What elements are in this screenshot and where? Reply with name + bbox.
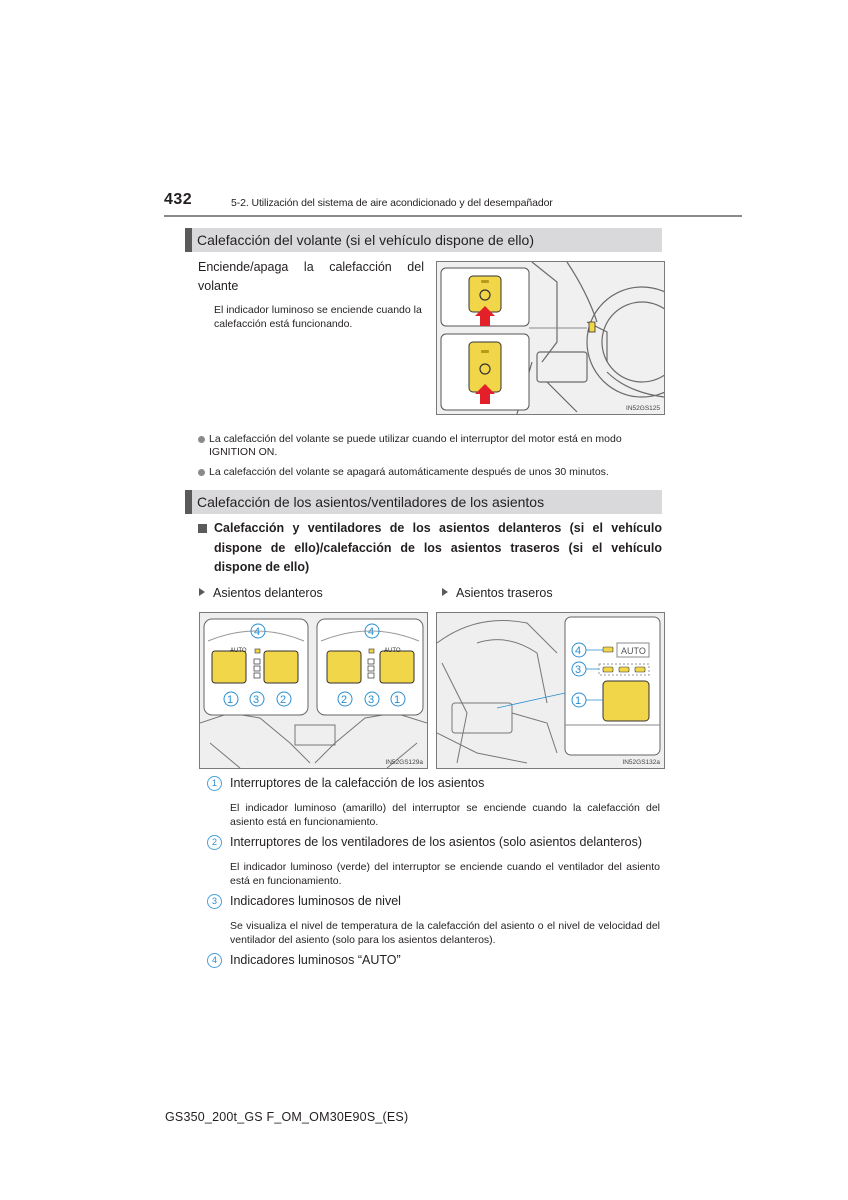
bullet-dot	[198, 436, 205, 443]
bullet-item	[198, 433, 663, 459]
header-rule	[164, 215, 742, 217]
legend-number: 2	[207, 835, 222, 850]
legend-title: Interruptores de los ventiladores de los asientos (solo asientos delanteros)	[230, 835, 643, 849]
legend-number: 1	[207, 776, 222, 791]
front-seats-label	[199, 586, 323, 600]
section-heading-text: Calefacción de los asientos/ventiladores de los asientos	[197, 494, 545, 510]
arrow-icon	[442, 588, 448, 596]
steering-heater-figure	[436, 261, 665, 415]
section-heading-text: Calefacción del volante (si el vehículo dispone de ello)	[197, 232, 534, 248]
callout-3: 3	[368, 694, 375, 706]
auto-label: AUTO	[621, 646, 646, 656]
legend-item	[207, 953, 401, 968]
auto-label: AUTO	[230, 648, 247, 654]
subsection-heading	[198, 519, 662, 578]
legend-number: 4	[207, 953, 222, 968]
rear-seats-label	[442, 586, 553, 600]
steering-description: Enciende/apaga la calefacción del volante	[198, 260, 424, 293]
bullet-text: La calefacción del volante se apagará automáticamente después de unos 30 minutos.	[209, 466, 609, 478]
legend-description: El indicador luminoso (amarillo) del interruptor se enciende cuando la calefacción del asiento está en funcionamiento.	[230, 802, 660, 828]
callout-2: 2	[341, 694, 348, 706]
auto-label: AUTO	[384, 648, 401, 654]
front-seats-text: Asientos delanteros	[213, 586, 323, 600]
legend-item	[207, 776, 484, 791]
figure-code: IN52GS132a	[622, 759, 660, 766]
section-heading-bar	[185, 490, 192, 514]
callout-4: 4	[368, 626, 375, 638]
bullet-dot	[198, 469, 205, 476]
section-heading-bar	[185, 228, 192, 252]
callout-2: 2	[280, 694, 287, 706]
rear-seats-text: Asientos traseros	[456, 586, 553, 600]
front-seats-illustration	[200, 613, 427, 768]
footer-code: GS350_200t_GS F_OM_OM30E90S_(ES)	[165, 1110, 409, 1124]
legend-title: Indicadores luminosos “AUTO”	[230, 953, 401, 967]
bullet-text: La calefacción del volante se puede utilizar cuando el interruptor del motor está en modo IGNITION ON.	[209, 433, 622, 458]
callout-4: 4	[575, 645, 582, 657]
legend-title: Indicadores luminosos de nivel	[230, 894, 401, 908]
legend-number: 3	[207, 894, 222, 909]
callout-3: 3	[575, 664, 582, 676]
legend-title: Interruptores de la calefacción de los asientos	[230, 776, 485, 790]
rear-seats-illustration	[437, 613, 664, 768]
rear-seats-figure	[436, 612, 665, 769]
section-heading-steering	[185, 228, 662, 252]
legend-item	[207, 835, 642, 850]
steering-heater-illustration	[437, 262, 664, 414]
callout-1: 1	[394, 694, 401, 706]
arrow-icon	[199, 588, 205, 596]
chapter-title: 5-2. Utilización del sistema de aire acondicionado y del desempañador	[231, 197, 553, 209]
subsection-square	[198, 524, 207, 533]
figure-code: IN52GS125	[626, 405, 660, 412]
callout-3: 3	[253, 694, 260, 706]
front-seats-figure	[199, 612, 428, 769]
subsection-text: Calefacción y ventiladores de los asientos delanteros (si el vehículo dispone de ello)/calefacción de los asientos traseros (si el vehículo dispone de ello)	[214, 521, 662, 574]
section-heading-seats	[185, 490, 662, 514]
callout-4: 4	[254, 626, 261, 638]
callout-1: 1	[575, 695, 582, 707]
page-number: 432	[164, 191, 193, 208]
callout-1: 1	[227, 694, 234, 706]
figure-code: IN52GS129a	[385, 759, 423, 766]
steering-indicator-note: El indicador luminoso se enciende cuando la calefacción está funcionando.	[214, 304, 422, 330]
legend-item	[207, 894, 401, 909]
legend-description: Se visualiza el nivel de temperatura de la calefacción del asiento o el nivel de velocidad del ventilador del asiento (solo para los asientos delanteros).	[230, 920, 660, 946]
legend-description: El indicador luminoso (verde) del interruptor se enciende cuando el ventilador del asiento está en funcionamiento.	[230, 861, 660, 887]
bullet-item	[198, 466, 663, 479]
